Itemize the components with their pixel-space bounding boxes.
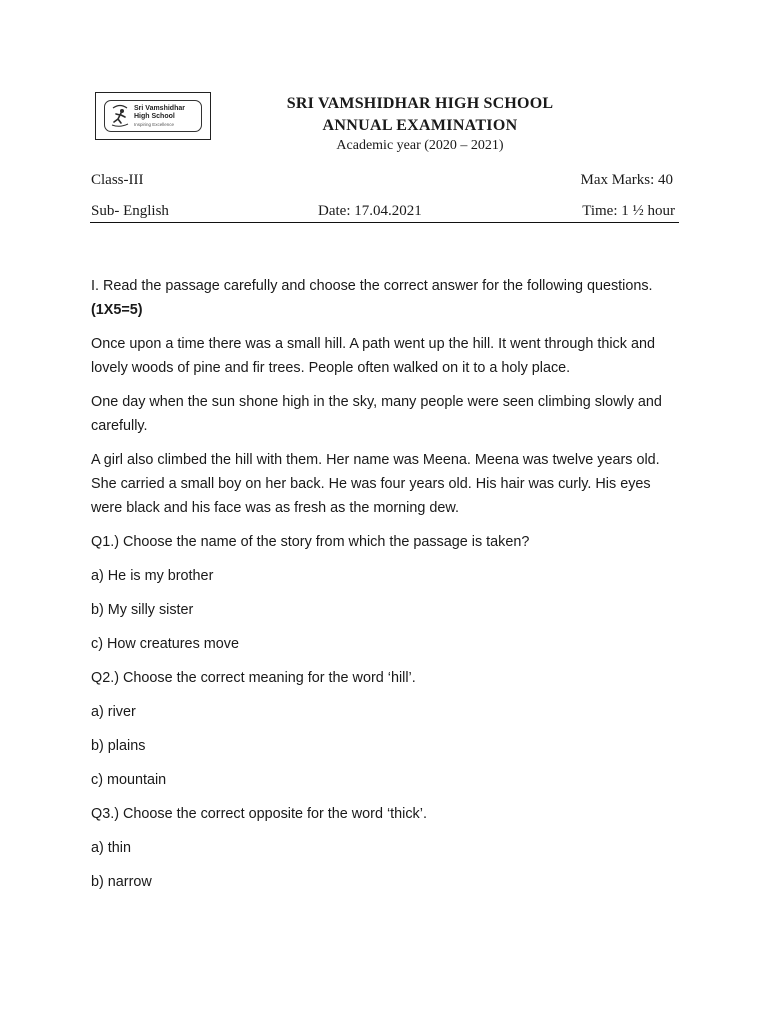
exam-date: Date: 17.04.2021 xyxy=(318,203,422,219)
header-divider xyxy=(90,222,679,223)
q1-option-c: c) How creatures move xyxy=(91,636,239,652)
q1-option-a: a) He is my brother xyxy=(91,568,214,584)
passage-paragraph: One day when the sun shone high in the sky, many people were seen climbing slowly and carefully. xyxy=(91,394,662,434)
section-instruction xyxy=(91,274,671,322)
exam-time: Time: 1 ½ hour xyxy=(582,203,675,219)
passage-paragraph: A girl also climbed the hill with them. Her name was Meena. Meena was twelve years old. She carried a small boy on her back. He was four years old. His hair was curly. His eyes were black and his face was as fresh as the morning dew. xyxy=(91,452,660,516)
question-3: Q3.) Choose the correct opposite for the word ‘thick’. xyxy=(91,806,427,822)
academic-year: Academic year (2020 – 2021) xyxy=(336,138,504,153)
q3-option-a: a) thin xyxy=(91,840,131,856)
q2-option-a: a) river xyxy=(91,704,136,720)
q1-option-b: b) My silly sister xyxy=(91,602,194,618)
max-marks: Max Marks: 40 xyxy=(580,172,673,188)
exam-title: ANNUAL EXAMINATION xyxy=(322,117,518,134)
school-name: SRI VAMSHIDHAR HIGH SCHOOL xyxy=(286,95,554,112)
subject-label: Sub- English xyxy=(91,203,169,219)
logo-tagline: Inspiring Excellence xyxy=(134,122,175,127)
runner-emblem-icon xyxy=(109,104,131,128)
q2-option-c: c) mountain xyxy=(91,772,167,788)
class-label: Class-III xyxy=(91,172,144,188)
passage-paragraph: Once upon a time there was a small hill. A path went up the hill. It went through thick and lovely woods of pine and fir trees. People often walked on it to a holy place. xyxy=(91,336,655,376)
section-1 xyxy=(91,274,671,904)
q2-option-b: b) plains xyxy=(91,738,146,754)
instruction-text: I. Read the passage carefully and choose the correct answer for the following questions. xyxy=(91,278,653,294)
marks-scheme: (1X5=5) xyxy=(91,302,143,318)
question-2: Q2.) Choose the correct meaning for the word ‘hill’. xyxy=(91,670,416,686)
question-1: Q1.) Choose the name of the story from which the passage is taken? xyxy=(91,534,530,550)
logo-line-1: Sri Vamshidhar xyxy=(134,105,185,112)
q3-option-b: b) narrow xyxy=(91,874,152,890)
logo-line-2: High School xyxy=(134,113,175,120)
